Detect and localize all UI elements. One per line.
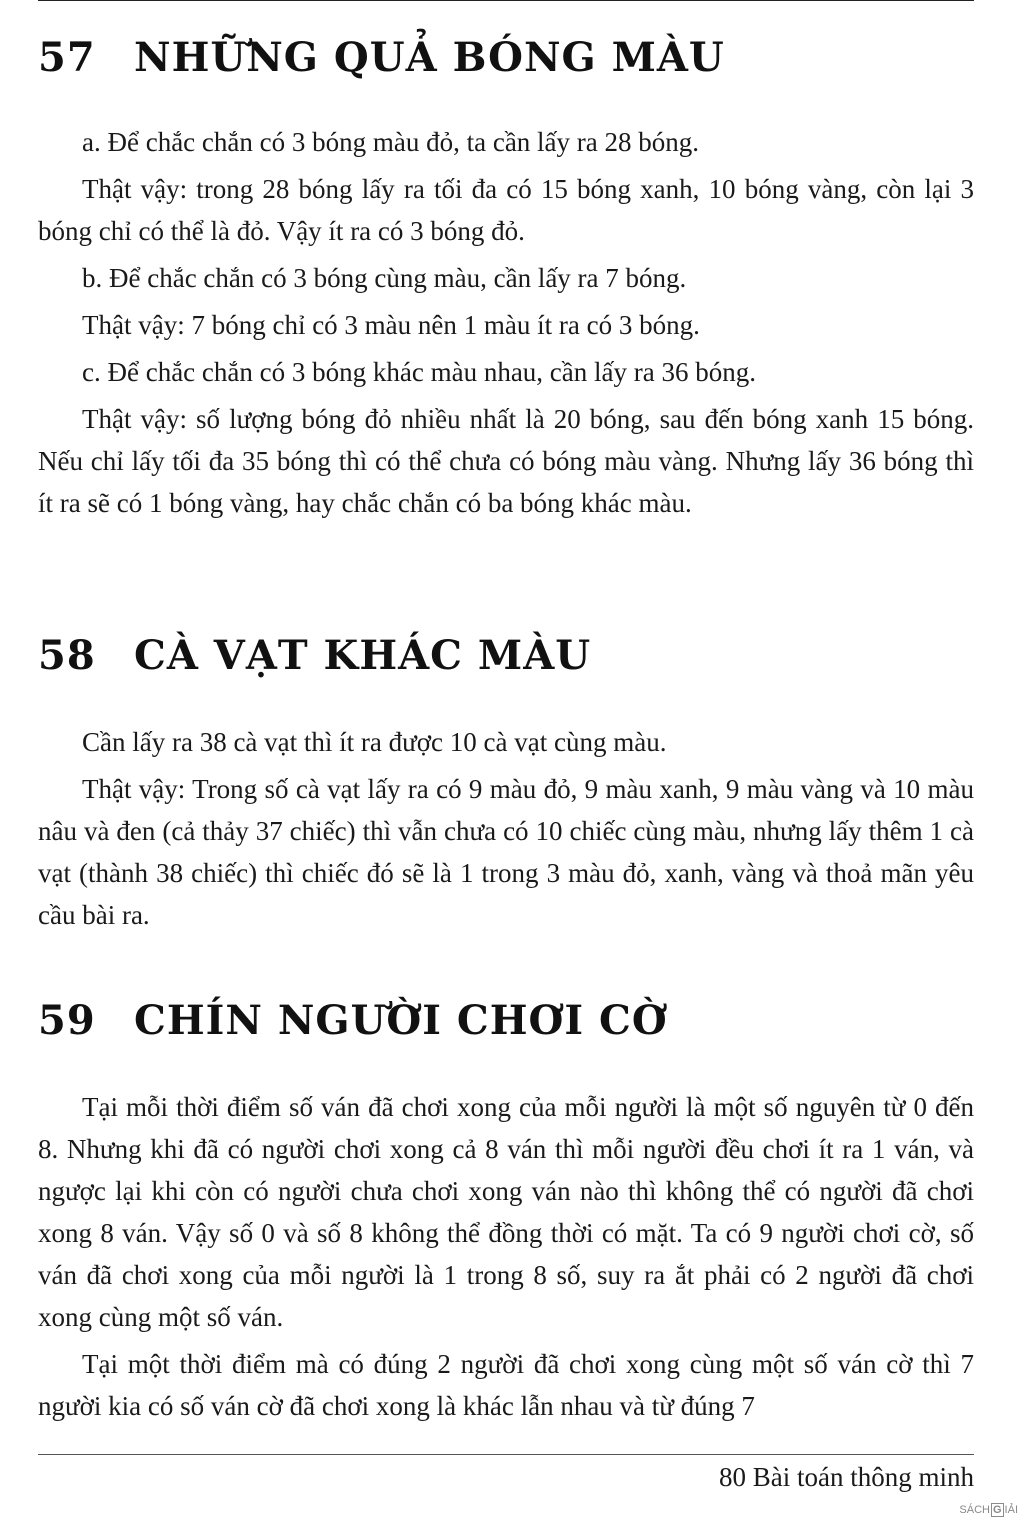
paragraph: a. Để chắc chắn có 3 bóng màu đỏ, ta cần lấy ra 28 bóng. bbox=[82, 127, 700, 157]
paragraph: Thật vậy: Trong số cà vạt lấy ra có 9 màu đỏ, 9 màu xanh, 9 màu vàng và 10 màu nâu và đen (cả thảy 37 chiếc) thì vẫn chưa có 10 chiếc cùng màu, nhưng lấy thêm 1 cà vạt (thành 38 chiếc) thì chiếc đó sẽ là 1 trong 3 màu đỏ, xanh, vàng và thoả mãn yêu cầu bài ra. bbox=[38, 774, 974, 930]
paragraph: b. Để chắc chắn có 3 bóng cùng màu, cần lấy ra 7 bóng. bbox=[82, 263, 687, 293]
footer-rule bbox=[38, 1454, 974, 1455]
paragraph: Thật vậy: 7 bóng chỉ có 3 màu nên 1 màu ít ra có 3 bóng. bbox=[82, 310, 700, 340]
section-body-59 bbox=[38, 1086, 974, 1432]
paragraph: Tại một thời điểm mà có đúng 2 người đã chơi xong cùng một số ván cờ thì 7 người kia có số ván cờ đã chơi xong là khác lẫn nhau và từ đúng 7 bbox=[38, 1349, 974, 1421]
section-title: CÀ VẠT KHÁC MÀU bbox=[134, 632, 592, 679]
watermark-logo bbox=[959, 1503, 1018, 1517]
section-title: CHÍN NGƯỜI CHƠI CỜ bbox=[134, 997, 668, 1044]
watermark-text-left: SÁCH bbox=[959, 1504, 990, 1516]
footer-book-title: 80 Bài toán thông minh bbox=[719, 1462, 974, 1492]
paragraph: c. Để chắc chắn có 3 bóng khác màu nhau, cần lấy ra 36 bóng. bbox=[82, 357, 756, 387]
section-heading-59 bbox=[38, 997, 668, 1044]
section-number: 59 bbox=[38, 997, 96, 1044]
paragraph: Thật vậy: số lượng bóng đỏ nhiều nhất là 20 bóng, sau đến bóng xanh 15 bóng. Nếu chỉ lấy tối đa 35 bóng thì có thể chưa có bóng màu vàng. Nhưng lấy 36 bóng thì ít ra sẽ có 1 bóng vàng, hay chắc chắn có ba bóng khác màu. bbox=[38, 404, 974, 518]
section-heading-58 bbox=[38, 632, 591, 679]
paragraph: Thật vậy: trong 28 bóng lấy ra tối đa có 15 bóng xanh, 10 bóng vàng, còn lại 3 bóng chỉ có thể là đỏ. Vậy ít ra có 3 bóng đỏ. bbox=[38, 174, 974, 246]
paragraph: Tại mỗi thời điểm số ván đã chơi xong của mỗi người là một số nguyên từ 0 đến 8. Nhưng khi đã có người chơi xong cả 8 ván thì mỗi người đều chơi ít ra 1 ván, và ngược lại khi còn có người chưa chơi xong ván nào thì không thể có người đã chơi xong 8 ván. Vậy số 0 và số 8 không thể đồng thời có mặt. Ta có 9 người chơi cờ, số ván đã chơi xong của mỗi người là 1 trong 8 số, suy ra ắt phải có 2 người đã chơi xong cùng một số ván. bbox=[38, 1092, 974, 1332]
section-body-57 bbox=[38, 121, 974, 529]
watermark-box-letter: G bbox=[992, 1504, 1002, 1516]
section-heading-57 bbox=[38, 34, 725, 81]
paragraph: Cần lấy ra 38 cà vạt thì ít ra được 10 cà vạt cùng màu. bbox=[82, 727, 667, 757]
watermark-text-right: IẢI bbox=[1004, 1504, 1018, 1516]
section-title: NHỮNG QUẢ BÓNG MÀU bbox=[134, 34, 725, 81]
section-number: 57 bbox=[38, 34, 96, 81]
section-body-58 bbox=[38, 721, 974, 941]
section-number: 58 bbox=[38, 632, 96, 679]
top-rule bbox=[38, 0, 974, 1]
